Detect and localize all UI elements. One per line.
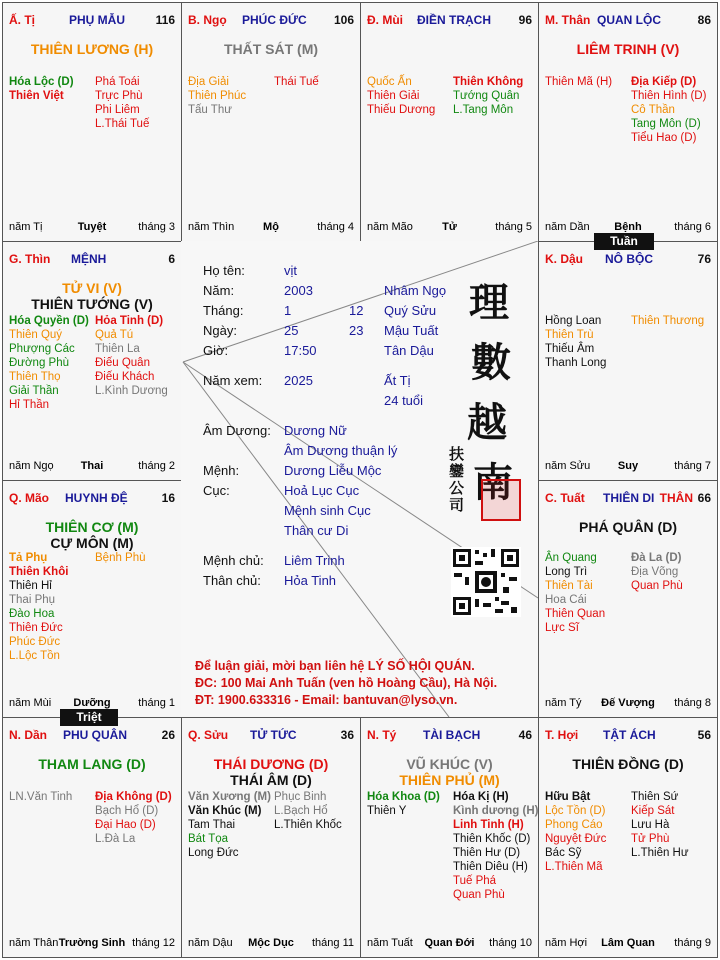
footer-year: năm Sửu: [545, 460, 591, 472]
minor-star: Tuế Phá: [453, 875, 497, 887]
minor-star: Thiên Giải: [367, 90, 420, 102]
footer-year: năm Ngọ: [9, 460, 54, 472]
minor-stars-right: [95, 551, 146, 565]
branch-label: N. Tý: [367, 728, 397, 742]
minor-star: Địa Kiếp (D): [631, 76, 697, 88]
footer-year: năm Hợi: [545, 937, 588, 949]
minor-star: Thai Phụ: [9, 594, 56, 606]
main-star: LIÊM TRINH (V): [576, 41, 680, 57]
minor-stars-left: [367, 75, 435, 117]
minor-star: Thiên Hỉ: [9, 580, 52, 592]
footer-year: năm Tuất: [367, 937, 413, 949]
qr-code-icon[interactable]: [451, 547, 521, 617]
minor-stars-right: [631, 75, 706, 145]
minor-star: Tấu Thư: [188, 104, 232, 116]
am-duong-label: Âm Dương:: [203, 423, 271, 438]
palace-name: ĐIỀN TRẠCH: [417, 13, 491, 27]
palace-suu: [181, 717, 361, 958]
footer-month: tháng 1: [138, 697, 175, 709]
palace-name: PHỤ MẪU: [69, 13, 125, 27]
gio-value: 17:50: [284, 343, 317, 358]
main-star: CỰ MÔN (M): [50, 535, 134, 551]
minor-star: Trực Phù: [95, 90, 143, 102]
menh-chu-value: Liêm Trinh: [284, 553, 345, 568]
palace-header: [545, 13, 711, 29]
footer-stage: Đế Vượng: [601, 697, 655, 709]
minor-star: Giải Thần: [9, 385, 59, 397]
minor-star: Thiên Quý: [9, 329, 63, 341]
red-seal-icon: [481, 479, 521, 521]
palace-number: 26: [161, 728, 175, 742]
footer-month: tháng 6: [674, 221, 711, 233]
minor-star: Bát Tọa: [188, 833, 229, 845]
am-duong-note: Âm Dương thuận lý: [284, 443, 398, 458]
cuc-value: Hoả Lục Cục: [284, 483, 360, 498]
thang-can-chi: Quý Sửu: [384, 303, 437, 318]
minor-star: Kình dương (H): [453, 805, 539, 817]
am-duong-value: Dương Nữ: [284, 423, 347, 438]
main-star: THIÊN TƯỚNG (V): [31, 296, 153, 312]
palace-number: 46: [518, 728, 532, 742]
branch-label: M. Thân: [545, 13, 591, 27]
thang-label: Tháng:: [203, 303, 244, 318]
minor-stars-right: [631, 790, 689, 860]
ngay-am-lich: 23: [349, 323, 364, 338]
palace-dau: [538, 241, 718, 481]
minor-star: Thiên Diêu (H): [453, 861, 528, 873]
branch-label: K. Dậu: [545, 252, 584, 266]
minor-star: Thanh Long: [545, 357, 607, 369]
center-info-panel: [181, 241, 538, 717]
than-cu-note: Thân cư Di: [284, 523, 349, 538]
footer-year: năm Tị: [9, 221, 43, 233]
minor-star: Tử Phù: [631, 833, 670, 845]
ngay-can-chi: Mậu Tuất: [384, 323, 439, 338]
palace-header: [367, 728, 532, 744]
footer-month: tháng 2: [138, 460, 175, 472]
minor-star: Đà La (D): [631, 552, 682, 564]
contact-phone-email[interactable]: ĐT: 1900.633316 - Email: bantuvan@lyso.vn.: [195, 693, 458, 707]
footer-stage: Trường Sinh: [58, 937, 126, 949]
minor-stars-left: [545, 75, 612, 89]
palace-dan: [2, 717, 182, 958]
minor-star: Phượng Các: [9, 343, 75, 355]
minor-star: Linh Tinh (H): [453, 819, 524, 831]
branch-label: Q. Mão: [9, 491, 50, 505]
palace-tuat: [538, 480, 718, 718]
minor-star: Thiên Thương: [631, 315, 705, 327]
footer-month: tháng 9: [674, 937, 711, 949]
main-star: THẤT SÁT (M): [223, 41, 319, 57]
minor-star: Tam Thai: [188, 819, 236, 831]
minor-star: Điếu Quân: [95, 357, 150, 369]
minor-star: Hỏa Tinh (D): [95, 315, 164, 327]
minor-stars-right: [95, 314, 168, 398]
nam-xem-value: 2025: [284, 373, 313, 388]
minor-star: Phúc Đức: [9, 636, 61, 648]
branch-label: N. Dần: [9, 728, 48, 742]
menh-label: Mệnh:: [203, 463, 240, 478]
contact-line-1: Để luận giải, mời bạn liên hệ LÝ SỐ HỘI QUÁN.: [195, 659, 475, 673]
minor-star: Phá Toái: [95, 76, 140, 88]
cuc-label: Cục:: [203, 483, 230, 498]
minor-star: Tướng Quân: [453, 90, 520, 102]
minor-star: Hồng Loan: [545, 315, 602, 327]
palace-number: 96: [518, 13, 532, 27]
minor-star: LN.Văn Tinh: [9, 791, 73, 803]
calligraphy-char-3: 越: [467, 399, 507, 446]
tuoi-value: 24 tuổi: [384, 393, 424, 408]
minor-stars-right: [95, 75, 149, 131]
palace-footer: [188, 221, 354, 235]
minor-stars-left: [188, 790, 271, 860]
minor-star: Văn Khúc (M): [188, 805, 262, 817]
footer-month: tháng 3: [138, 221, 175, 233]
nam-label: Năm:: [203, 283, 235, 298]
minor-star: Hóa Quyền (D): [9, 315, 89, 327]
main-star: TỬ VI (V): [62, 280, 122, 296]
branch-label: G. Thìn: [9, 252, 51, 266]
palace-number: 86: [697, 13, 711, 27]
palace-hoi: [538, 717, 718, 958]
palace-header: [188, 13, 354, 29]
gio-label: Giờ:: [203, 343, 229, 358]
minor-stars-right: [453, 790, 538, 902]
footer-year: năm Tý: [545, 697, 582, 709]
minor-star: Cô Thần: [631, 104, 675, 116]
minor-star: Thiên Quan: [545, 608, 606, 620]
minor-star: Thiếu Dương: [367, 104, 436, 116]
minor-star: Hỉ Thần: [9, 399, 50, 411]
palace-header: [545, 728, 711, 744]
ho-ten-label: Họ tên:: [203, 263, 245, 278]
minor-star: Long Trì: [545, 566, 588, 578]
footer-month: tháng 11: [311, 937, 354, 949]
minor-stars-left: [9, 551, 68, 663]
palace-footer: [367, 221, 532, 235]
palace-name: TỬ TỨC: [250, 728, 297, 742]
minor-star: Thiên Y: [367, 805, 407, 817]
palace-name: PHÚC ĐỨC: [242, 13, 307, 27]
minor-star: Phong Cáo: [545, 819, 603, 831]
footer-month: tháng 4: [317, 221, 354, 233]
minor-star: Hóa Kị (H): [453, 791, 509, 803]
minor-star: L.Thái Tuế: [95, 118, 150, 130]
minor-star: Hóa Lộc (D): [9, 76, 74, 88]
footer-month: tháng 12: [132, 937, 175, 949]
menh-value: Dương Liễu Mộc: [284, 463, 382, 478]
branch-label: C. Tuất: [545, 491, 585, 505]
minor-star: Hữu Bật: [545, 791, 591, 803]
calligraphy-char-1: 理: [469, 279, 509, 326]
minor-star: Thiếu Âm: [545, 343, 595, 355]
minor-star: L.Tang Môn: [453, 104, 514, 116]
minor-star: L.Thiên Hư: [631, 847, 689, 859]
footer-year: năm Mão: [367, 221, 413, 233]
minor-star: Thiên Sứ: [631, 791, 679, 803]
branch-label: Q. Sửu: [188, 728, 229, 742]
palace-number: 66: [697, 491, 711, 505]
calligraphy-char-2: 數: [471, 339, 511, 386]
minor-star: Tả Phụ: [9, 552, 48, 564]
menh-chu-label: Mệnh chủ:: [203, 553, 264, 568]
minor-star: Đại Hao (D): [95, 819, 156, 831]
footer-stage: Lâm Quan: [601, 937, 655, 949]
palace-name: TẬT ÁCH: [603, 728, 656, 742]
minor-star: Quan Phù: [453, 889, 505, 901]
footer-year: năm Dần: [545, 221, 590, 233]
minor-stars-left: [545, 790, 606, 874]
branch-label: Ấ. Tị: [9, 13, 35, 27]
footer-stage: Thai: [80, 460, 104, 472]
main-star: THIÊN CƠ (M): [45, 519, 139, 535]
main-star: THIÊN PHỦ (M): [399, 772, 500, 788]
minor-star: Thiên Phúc: [188, 90, 247, 102]
palace-header: [9, 13, 175, 29]
footer-month: tháng 7: [674, 460, 711, 472]
palace-number: 6: [168, 252, 175, 266]
palace-name: THIÊN DI: [603, 491, 655, 505]
than-marker: THÂN: [659, 491, 693, 505]
minor-star: Phi Liêm: [95, 104, 140, 116]
minor-star: Thiên Mã (H): [545, 76, 613, 88]
palace-number: 56: [697, 728, 711, 742]
thang-am-lich: 12: [349, 303, 364, 318]
minor-star: Long Đức: [188, 847, 239, 859]
than-chu-value: Hỏa Tinh: [284, 573, 337, 588]
gio-can-chi: Tân Dậu: [384, 343, 434, 358]
thang-value: 1: [284, 303, 292, 318]
minor-star: Hoa Cái: [545, 594, 587, 606]
footer-stage: Bệnh: [614, 221, 642, 233]
palace-number: 76: [697, 252, 711, 266]
footer-year: năm Thìn: [188, 221, 235, 233]
minor-stars-left: [545, 551, 605, 635]
palace-number: 36: [340, 728, 354, 742]
minor-star: Phục Binh: [274, 791, 327, 803]
palace-name: HUYNH ĐỆ: [65, 491, 128, 505]
minor-star: Hóa Khoa (D): [367, 791, 440, 803]
contact-address: ĐC: 100 Mai Anh Tuấn (ven hồ Hoàng Cầu), Hà Nội.: [195, 676, 498, 690]
minor-star: Thiên Khôi: [9, 566, 69, 578]
palace-footer: [188, 937, 354, 951]
footer-stage: Tử: [442, 221, 457, 233]
palace-ty: [2, 2, 182, 242]
palace-footer: [545, 697, 711, 711]
minor-star: Quả Tú: [95, 329, 134, 341]
minor-star: Lộc Tồn (D): [545, 805, 606, 817]
minor-star: Lưu Hà: [631, 819, 670, 831]
minor-star: Thiên Khốc (D): [453, 833, 531, 845]
minor-stars-right: [274, 75, 319, 89]
minor-star: Tiểu Hao (D): [631, 132, 697, 144]
palace-than: [538, 2, 718, 242]
palace-footer: [367, 937, 532, 951]
minor-star: L.Bạch Hổ: [274, 805, 328, 817]
branch-label: Đ. Mùi: [367, 13, 403, 27]
minor-star: Tang Môn (D): [631, 118, 701, 130]
minor-stars-left: [9, 75, 74, 103]
palace-name: PHU QUÂN: [63, 728, 128, 742]
footer-year: năm Dậu: [188, 937, 233, 949]
minor-star: L.Thiên Mã: [545, 861, 603, 873]
minor-star: Bác Sỹ: [545, 847, 582, 859]
nam-xem-label: Năm xem:: [203, 373, 263, 388]
palace-number: 16: [161, 491, 175, 505]
branch-label: B. Ngọ: [188, 13, 227, 27]
minor-star: Đường Phù: [9, 357, 69, 369]
footer-month: tháng 8: [674, 697, 711, 709]
main-star: VŨ KHÚC (V): [406, 756, 493, 772]
minor-star: Kiếp Sát: [631, 805, 675, 817]
palace-footer: [9, 221, 175, 235]
minor-stars-left: [9, 314, 89, 412]
nam-value: 2003: [284, 283, 313, 298]
triet-marker: Triệt: [60, 709, 118, 726]
minor-star: Ân Quang: [545, 552, 597, 564]
main-star: THÁI ÂM (D): [230, 772, 312, 788]
main-star: THÁI DƯƠNG (D): [213, 756, 329, 772]
footer-stage: Mộc Dục: [248, 937, 294, 949]
minor-stars-left: [545, 314, 606, 370]
minor-star: Đào Hoa: [9, 608, 55, 620]
minor-star: Quốc Ấn: [367, 76, 412, 88]
minor-stars-left: [367, 790, 440, 818]
palace-name: NÔ BỘC: [605, 252, 653, 266]
cuc-note: Mệnh sinh Cục: [284, 503, 371, 518]
footer-month: tháng 5: [495, 221, 532, 233]
minor-star: Địa Không (D): [95, 791, 172, 803]
minor-stars-right: [95, 790, 172, 846]
palace-header: [9, 252, 175, 268]
palace-ngo: [181, 2, 361, 242]
calligraphy-side-text: 扶鑾公司: [449, 445, 465, 514]
ngay-label: Ngày:: [203, 323, 237, 338]
minor-star: Địa Giải: [188, 76, 229, 88]
footer-stage: Tuyệt: [77, 221, 107, 233]
minor-star: Lực Sĩ: [545, 622, 579, 634]
minor-star: Thiên Không: [453, 76, 524, 88]
minor-star: Bạch Hổ (D): [95, 805, 159, 817]
minor-star: Thiên Thọ: [9, 371, 61, 383]
minor-star: Quan Phù: [631, 580, 683, 592]
palace-number: 116: [155, 13, 175, 27]
minor-star: Địa Võng: [631, 566, 679, 578]
minor-star: Thiên Trù: [545, 329, 594, 341]
calligraphy-char-4: 南: [473, 459, 513, 506]
minor-star: L.Lộc Tồn: [9, 650, 60, 662]
minor-star: Thiên Hư (D): [453, 847, 521, 859]
minor-star: Nguyệt Đức: [545, 833, 607, 845]
minor-star: Thiên Việt: [9, 90, 64, 102]
ngay-value: 25: [284, 323, 299, 338]
minor-star: Thái Tuế: [274, 76, 319, 88]
palace-footer: [545, 460, 711, 474]
minor-stars-right: [631, 551, 683, 593]
minor-stars-left: [188, 75, 246, 117]
nam-xem-can-chi: Ất Tị: [384, 373, 411, 388]
footer-stage: Suy: [617, 460, 639, 472]
footer-year: năm Mùi: [9, 697, 52, 709]
palace-footer: [9, 937, 175, 951]
nam-can-chi: Nhâm Ngọ: [384, 283, 447, 298]
main-star: PHÁ QUÂN (D): [579, 519, 677, 535]
minor-stars-right: [274, 790, 342, 832]
palace-name: QUAN LỘC: [597, 13, 661, 27]
minor-stars-right: [631, 314, 704, 328]
footer-year: năm Thân: [9, 937, 59, 949]
palace-mui: [360, 2, 539, 242]
palace-thin: [2, 241, 182, 481]
palace-header: [545, 252, 711, 268]
footer-stage: Quan Đới: [424, 937, 475, 949]
main-star: THIÊN LƯƠNG (H): [30, 41, 154, 57]
minor-star: Thiên Đức: [9, 622, 63, 634]
minor-stars-left: [9, 790, 72, 804]
minor-star: Thiên La: [95, 343, 140, 355]
palace-name: MỆNH: [71, 252, 107, 266]
minor-star: L.Đà La: [95, 833, 136, 845]
palace-header: [367, 13, 532, 29]
footer-month: tháng 10: [489, 937, 532, 949]
main-star: THIÊN ĐỒNG (D): [572, 756, 684, 772]
palace-name: TÀI BẠCH: [423, 728, 481, 742]
footer-stage: Mộ: [263, 221, 279, 233]
minor-star: Bệnh Phù: [95, 552, 146, 564]
palace-header: [9, 728, 175, 744]
palace-ty2: [360, 717, 539, 958]
minor-star: L.Kình Dương: [95, 385, 168, 397]
minor-star: Văn Xương (M): [188, 791, 271, 803]
branch-label: T. Hợi: [545, 728, 579, 742]
than-chu-label: Thân chủ:: [203, 573, 261, 588]
palace-mao: [2, 480, 182, 718]
minor-star: Thiên Tài: [545, 580, 593, 592]
minor-star: Thiên Hình (D): [631, 90, 707, 102]
palace-header: [545, 491, 711, 507]
palace-header: [9, 491, 175, 507]
palace-header: [188, 728, 354, 744]
main-star: THAM LANG (D): [38, 756, 146, 772]
minor-star: L.Thiên Khốc: [274, 819, 342, 831]
palace-number: 106: [333, 13, 354, 27]
ho-ten-value: vịt: [284, 263, 297, 278]
minor-star: Điếu Khách: [95, 371, 155, 383]
palace-footer: [545, 937, 711, 951]
tuan-marker: Tuần: [594, 233, 654, 250]
footer-stage: Dưỡng: [73, 697, 111, 709]
minor-stars-right: [453, 75, 523, 117]
palace-footer: [9, 460, 175, 474]
